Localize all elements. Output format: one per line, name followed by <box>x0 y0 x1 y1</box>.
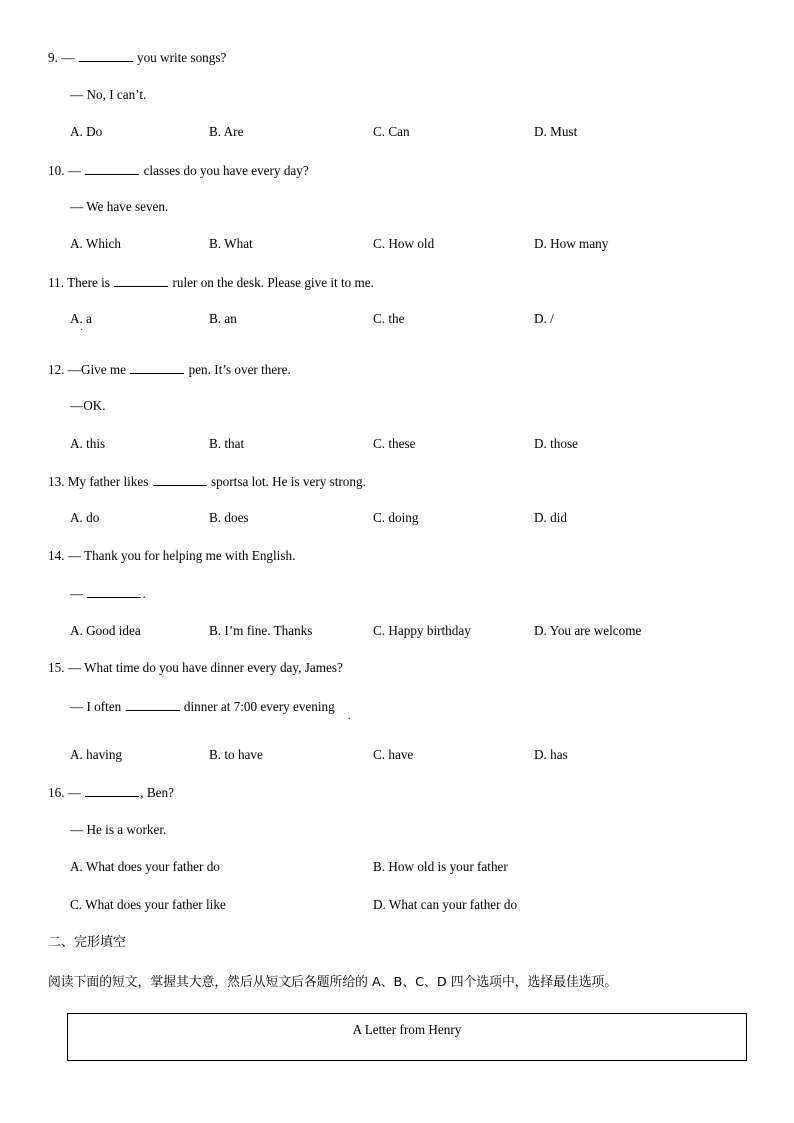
question-9-stem <box>48 49 226 66</box>
question-number: 10. <box>48 163 65 178</box>
question-16-stem <box>48 784 174 801</box>
question-number: 12. <box>48 362 65 377</box>
question-11-stem <box>48 274 374 291</box>
question-14-option-d: D. You are welcome <box>534 623 642 638</box>
stem-suffix: pen. It’s over there. <box>185 362 291 377</box>
question-9-option-c: C. Can <box>373 124 410 139</box>
passage-box <box>67 1013 747 1061</box>
question-number: 11. <box>48 275 64 290</box>
stray-dot-mark: · <box>80 325 84 336</box>
question-14-option-a: A. Good idea <box>70 623 141 638</box>
question-10-option-d: D. How many <box>534 236 609 251</box>
question-15-option-a: A. having <box>70 747 123 762</box>
question-16-option-a: A. What does your father do <box>70 859 220 874</box>
answer-blank <box>126 698 180 711</box>
question-number: 9. <box>48 50 58 65</box>
stem-prefix: There is <box>67 275 114 290</box>
question-15-option-b: B. to have <box>209 747 263 762</box>
answer-blank <box>130 361 184 374</box>
question-12-option-c: C. these <box>373 436 416 451</box>
question-16-reply: — He is a worker. <box>70 822 167 837</box>
question-11-option-d: D. / <box>534 311 554 326</box>
section-heading: 二、完形填空 <box>48 935 127 950</box>
stem-suffix: classes do you have every day? <box>140 163 309 178</box>
question-15-stem <box>48 660 343 676</box>
reply-suffix: dinner at 7:00 every evening <box>180 699 335 714</box>
question-12-option-b: B. that <box>209 436 245 451</box>
stem-text: — What time do you have dinner every day, James? <box>67 660 343 675</box>
passage-title: A Letter from Henry <box>352 1022 462 1037</box>
question-10-reply: — We have seven. <box>70 199 169 214</box>
question-15-option-d: D. has <box>534 747 568 762</box>
stem-prefix: — <box>67 163 85 178</box>
stem-suffix: ruler on the desk. Please give it to me. <box>169 275 374 290</box>
question-number: 13. <box>48 474 65 489</box>
stem-suffix: sportsa lot. He is very strong. <box>207 474 366 489</box>
question-10-option-b: B. What <box>209 236 253 251</box>
question-10-stem <box>48 162 309 179</box>
question-10-option-a: A. Which <box>70 236 122 251</box>
stem-prefix: — <box>61 50 78 65</box>
answer-blank <box>79 49 133 62</box>
answer-blank <box>85 162 139 175</box>
question-9-option-b: B. Are <box>209 124 244 139</box>
stem-suffix: you write songs? <box>133 50 227 65</box>
answer-blank <box>153 473 207 486</box>
question-14-reply <box>70 585 146 602</box>
question-13-option-a: A. do <box>70 510 100 525</box>
reply-prefix: — <box>70 586 87 601</box>
answer-blank <box>114 274 168 287</box>
section-instruction: 阅读下面的短文，掌握其大意，然后从短文后各题所给的 A、B、C、D 四个选项中，选择最佳选项。 <box>48 975 618 990</box>
question-13-option-d: D. did <box>534 510 567 525</box>
stem-prefix: —Give me <box>67 362 130 377</box>
question-16-option-b: B. How old is your father <box>373 859 508 874</box>
question-12-option-d: D. those <box>534 436 578 451</box>
question-12-option-a: A. this <box>70 436 106 451</box>
question-9-reply: — No, I can’t. <box>70 87 147 102</box>
question-14-option-b: B. I’m fine. Thanks <box>209 623 313 638</box>
question-12-reply: —OK. <box>70 398 106 413</box>
question-9-option-a: A. Do <box>70 124 103 139</box>
question-number: 16. <box>48 785 65 800</box>
question-9-option-d: D. Must <box>534 124 578 139</box>
question-10-option-c: C. How old <box>373 236 435 251</box>
stem-prefix: — <box>67 785 85 800</box>
question-11-option-a: A. a <box>70 311 92 326</box>
question-15-reply <box>70 698 335 715</box>
answer-blank <box>87 585 141 598</box>
question-14-stem <box>48 548 295 564</box>
question-number: 14. <box>48 548 65 563</box>
question-13-option-b: B. does <box>209 510 249 525</box>
question-11-option-b: B. an <box>209 311 237 326</box>
question-16-option-c: C. What does your father like <box>70 897 226 912</box>
stray-dot-mark: . <box>348 711 351 722</box>
question-15-option-c: C. have <box>373 747 414 762</box>
question-16-option-d: D. What can your father do <box>373 897 518 912</box>
reply-prefix: — I often <box>70 699 125 714</box>
stem-text: — Thank you for helping me with English. <box>67 548 296 563</box>
stem-suffix: , Ben? <box>140 785 174 800</box>
question-13-stem <box>48 473 366 490</box>
stem-prefix: My father likes <box>67 474 152 489</box>
reply-suffix: . <box>142 586 146 601</box>
question-number: 15. <box>48 660 65 675</box>
question-13-option-c: C. doing <box>373 510 419 525</box>
answer-blank <box>85 784 139 797</box>
question-12-stem <box>48 361 291 378</box>
question-11-option-c: C. the <box>373 311 405 326</box>
question-14-option-c: C. Happy birthday <box>373 623 471 638</box>
